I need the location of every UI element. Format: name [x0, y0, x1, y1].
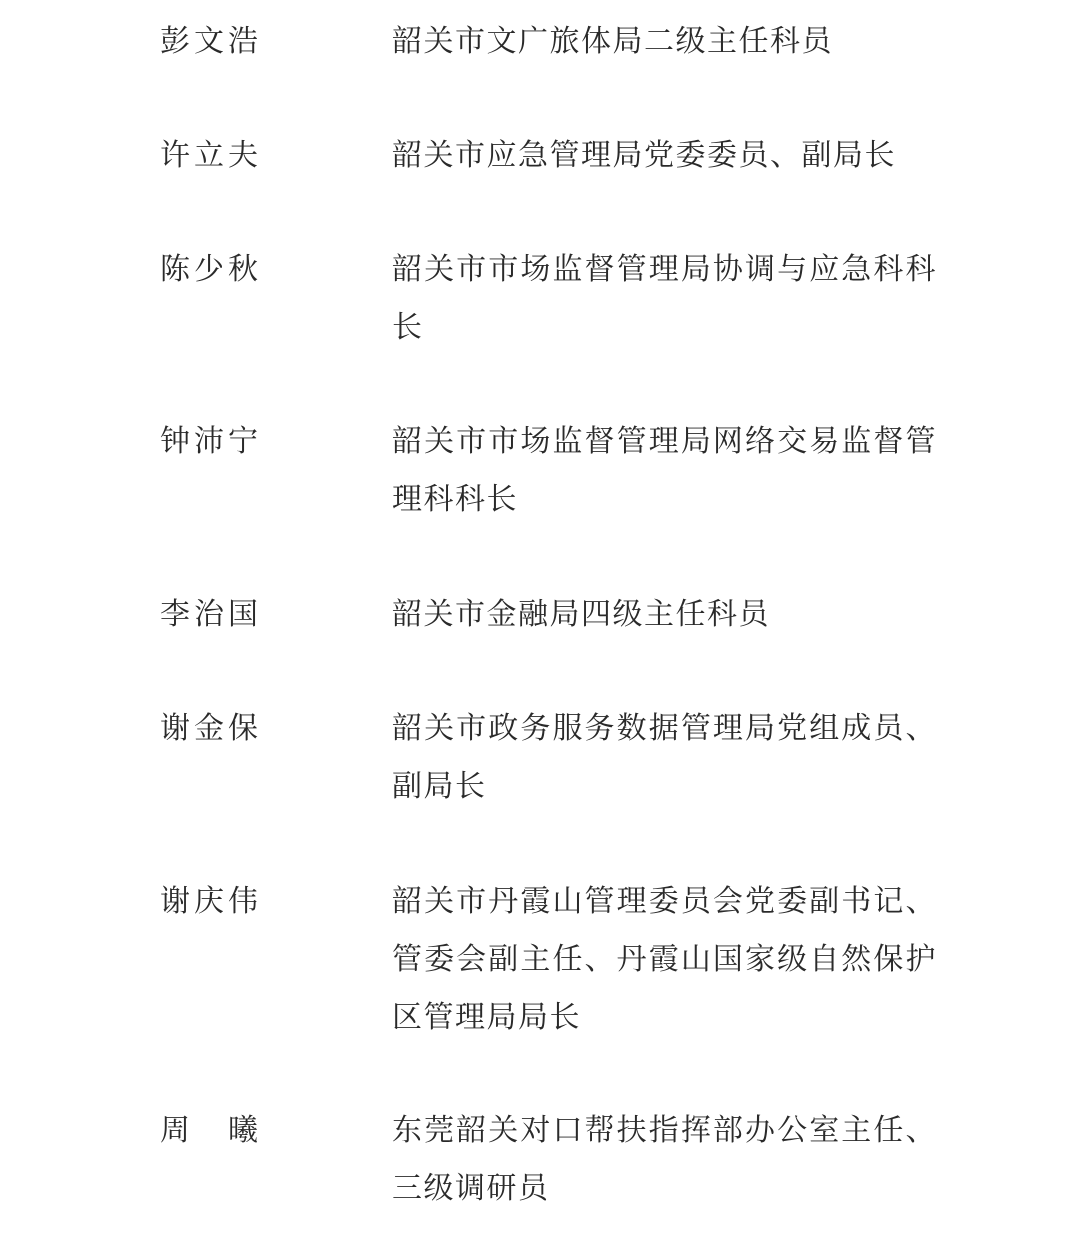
- person-title: 韶关市文广旅体局二级主任科员: [392, 24, 833, 59]
- person-name: 钟沛宁: [160, 424, 262, 459]
- person-name: 彭文浩: [160, 24, 262, 59]
- person-title: 东莞韶关对口帮扶指挥部办公室主任、三级调研员: [392, 1113, 937, 1206]
- person-title: 韶关市市场监督管理局网络交易监督管理科科长: [392, 424, 937, 517]
- person-title: 韶关市应急管理局党委委员、副局长: [392, 138, 896, 173]
- person-title: 韶关市市场监督管理局协调与应急科科长: [392, 252, 937, 345]
- person-name: 李治国: [160, 597, 262, 632]
- person-name: 谢金保: [160, 711, 262, 746]
- person-title: 韶关市政务服务数据管理局党组成员、副局长: [392, 711, 937, 804]
- person-name: 陈少秋: [160, 252, 262, 287]
- person-title: 韶关市金融局四级主任科员: [392, 597, 770, 632]
- person-name: 周 曦: [160, 1113, 262, 1148]
- person-name: 许立夫: [160, 138, 262, 173]
- person-title: 韶关市丹霞山管理委员会党委副书记、管委会副主任、丹霞山国家级自然保护区管理局局长: [392, 884, 937, 1035]
- person-name: 谢庆伟: [160, 884, 262, 919]
